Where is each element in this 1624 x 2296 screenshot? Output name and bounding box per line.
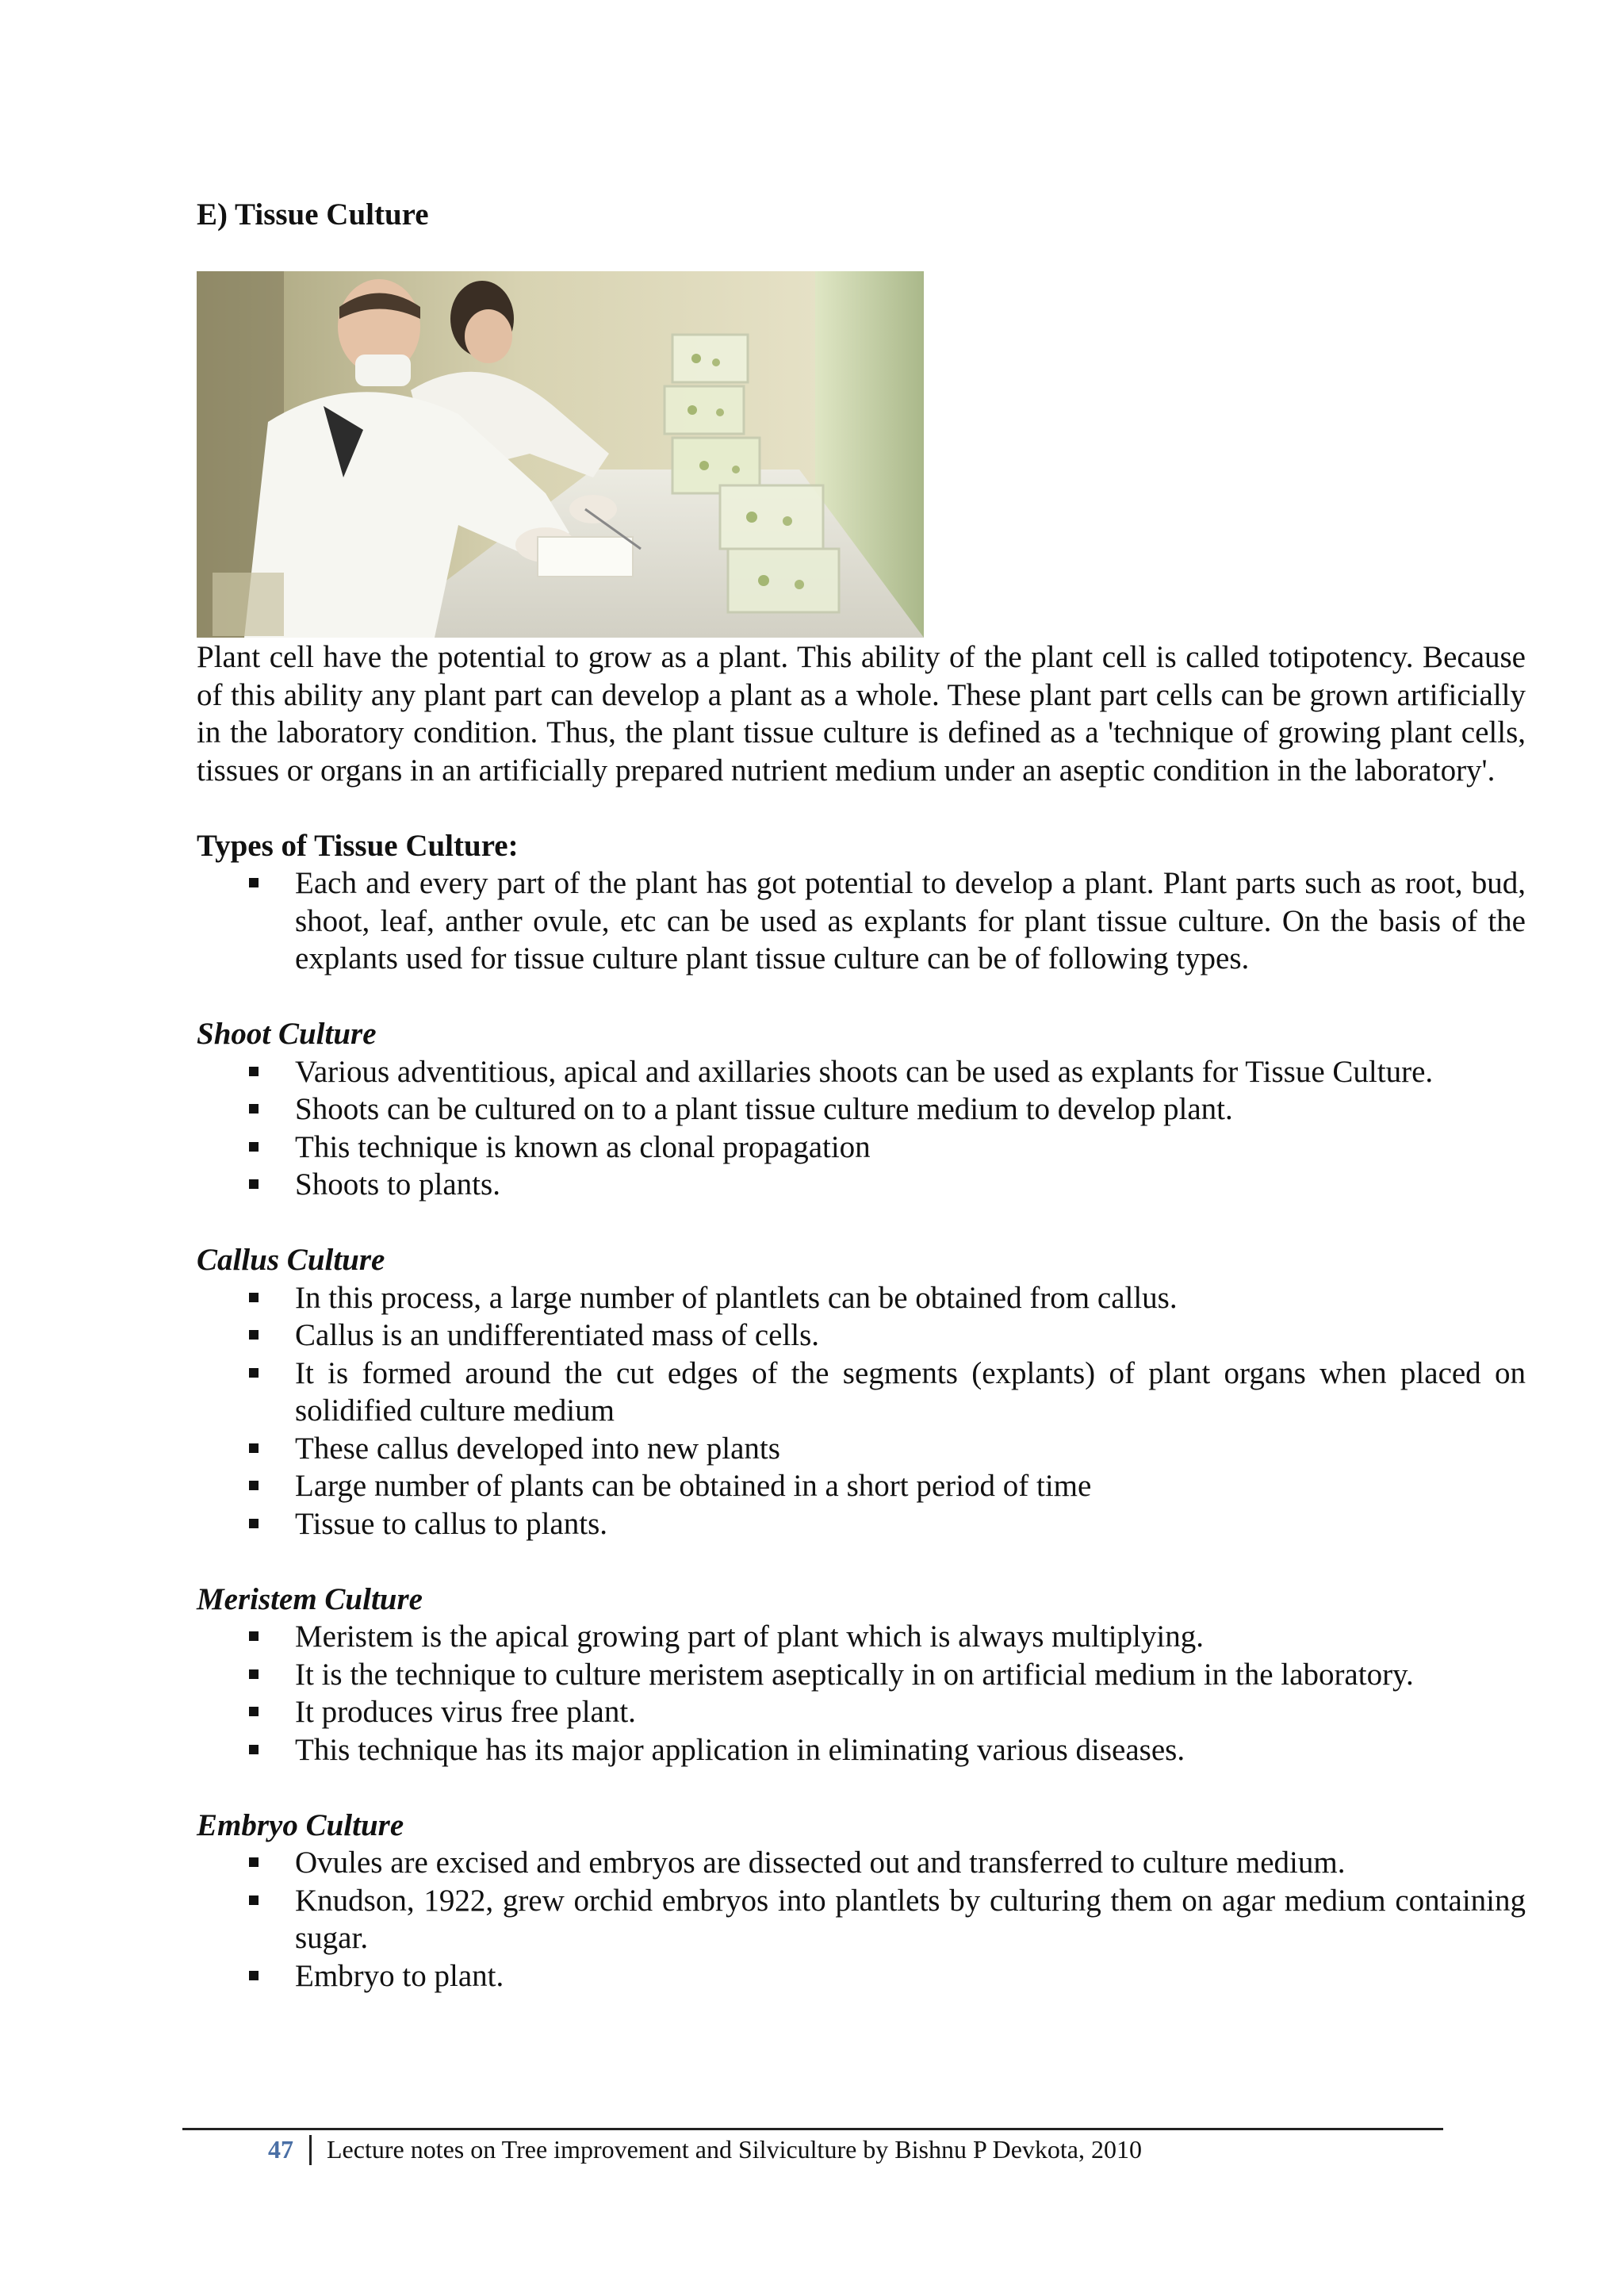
bullet-icon xyxy=(249,1481,259,1490)
list-item xyxy=(197,1505,1526,1543)
meristem-culture-title: Meristem Culture xyxy=(197,1581,423,1616)
body-content xyxy=(197,638,1526,1995)
bullet-icon xyxy=(249,1745,259,1754)
list-item xyxy=(197,1166,1526,1204)
bullet-icon xyxy=(249,1971,259,1980)
list-item-text: In this process, a large number of plantlets can be obtained from callus. xyxy=(295,1280,1178,1315)
bullet-icon xyxy=(249,1293,259,1302)
shoot-culture-title: Shoot Culture xyxy=(197,1017,377,1051)
bullet-icon xyxy=(249,1631,259,1641)
list-item xyxy=(197,1355,1526,1430)
bullet-icon xyxy=(249,1519,259,1528)
callus-culture-title: Callus Culture xyxy=(197,1243,385,1277)
list-item xyxy=(197,1618,1526,1656)
list-item-text: It produces virus free plant. xyxy=(295,1695,636,1729)
list-item-text: It is formed around the cut edges of the segments (explants) of plant organs when placed on solidified culture medium xyxy=(295,1355,1526,1428)
intro-paragraph: Plant cell have the potential to grow as a plant. This ability of the plant cell is called totipotency. Because of this ability any plant part can develop a plant as a whole. These plant part cells can be grown artificially in the laboratory condition. Thus, the plant tissue culture is defined as a 'technique of growing plant cells, tissues or organs in an artificially prepared nutrient medium under an aseptic condition in the laboratory'. xyxy=(197,640,1526,788)
list-item-text: Each and every part of the plant has got potential to develop a plant. Plant parts such as root, bud, shoot, leaf, anther ovule, etc can be used as explants for plant tissue culture. On the basis of the explants used for tissue culture plant tissue culture can be of following types. xyxy=(295,866,1526,976)
bullet-icon xyxy=(249,1368,259,1378)
list-item-text: Shoots to plants. xyxy=(295,1167,500,1202)
list-item-text: Ovules are excised and embryos are dissected out and transferred to culture medium. xyxy=(295,1846,1346,1880)
list-item xyxy=(197,1091,1526,1129)
list-item xyxy=(197,1844,1526,1882)
list-item-text: Various adventitious, apical and axillaries shoots can be used as explants for Tissue Culture. xyxy=(295,1054,1434,1089)
list-item-text: Large number of plants can be obtained in a short period of time xyxy=(295,1469,1092,1503)
page-number: 47 xyxy=(268,2135,293,2164)
list-item-text: These callus developed into new plants xyxy=(295,1431,780,1466)
list-item-text: It is the technique to culture meristem aseptically in on artificial medium in the laboratory. xyxy=(295,1657,1414,1692)
bullet-icon xyxy=(249,1142,259,1152)
bullet-icon xyxy=(249,1104,259,1114)
bullet-icon xyxy=(249,1707,259,1716)
meristem-culture-list xyxy=(197,1618,1526,1769)
list-item-text: Callus is an undifferentiated mass of cells. xyxy=(295,1318,820,1352)
lab-photo xyxy=(197,271,924,638)
list-item-text: Knudson, 1922, grew orchid embryos into plantlets by culturing them on agar medium containing sugar. xyxy=(295,1883,1526,1955)
list-item xyxy=(197,1279,1526,1317)
list-item xyxy=(197,1317,1526,1355)
shoot-culture-list xyxy=(197,1053,1526,1204)
list-item xyxy=(197,1467,1526,1505)
list-item xyxy=(197,1656,1526,1694)
embryo-culture-title: Embryo Culture xyxy=(197,1807,404,1842)
bullet-icon xyxy=(249,1330,259,1340)
list-item-text: Shoots can be cultured on to a plant tissue culture medium to develop plant. xyxy=(295,1092,1233,1126)
bullet-icon xyxy=(249,878,259,887)
list-item xyxy=(197,1882,1526,1957)
list-item-text: This technique is known as clonal propagation xyxy=(295,1129,871,1164)
bullet-icon xyxy=(249,1443,259,1453)
list-item xyxy=(197,1957,1526,1995)
types-list xyxy=(197,864,1526,978)
footer-separator xyxy=(309,2135,312,2165)
footer-rule xyxy=(182,2128,1443,2130)
bullet-icon xyxy=(249,1669,259,1679)
bullet-icon xyxy=(249,1857,259,1867)
footer-text: Lecture notes on Tree improvement and Silviculture by Bishnu P Devkota, 2010 xyxy=(327,2135,1142,2164)
list-item xyxy=(197,1053,1526,1091)
embryo-culture-list xyxy=(197,1844,1526,1995)
bullet-icon xyxy=(249,1895,259,1905)
section-heading: E) Tissue Culture xyxy=(197,197,429,232)
list-item-text: This technique has its major application in eliminating various diseases. xyxy=(295,1732,1185,1767)
bullet-icon xyxy=(249,1179,259,1189)
list-item-text: Embryo to plant. xyxy=(295,1958,504,1993)
callus-culture-list xyxy=(197,1279,1526,1543)
list-item xyxy=(197,1693,1526,1731)
list-item xyxy=(197,864,1526,978)
list-item xyxy=(197,1731,1526,1769)
bullet-icon xyxy=(249,1067,259,1076)
list-item-text: Tissue to callus to plants. xyxy=(295,1506,607,1541)
list-item-text: Meristem is the apical growing part of plant which is always multiplying. xyxy=(295,1619,1204,1654)
list-item xyxy=(197,1129,1526,1167)
types-heading: Types of Tissue Culture: xyxy=(197,828,519,863)
list-item xyxy=(197,1430,1526,1468)
